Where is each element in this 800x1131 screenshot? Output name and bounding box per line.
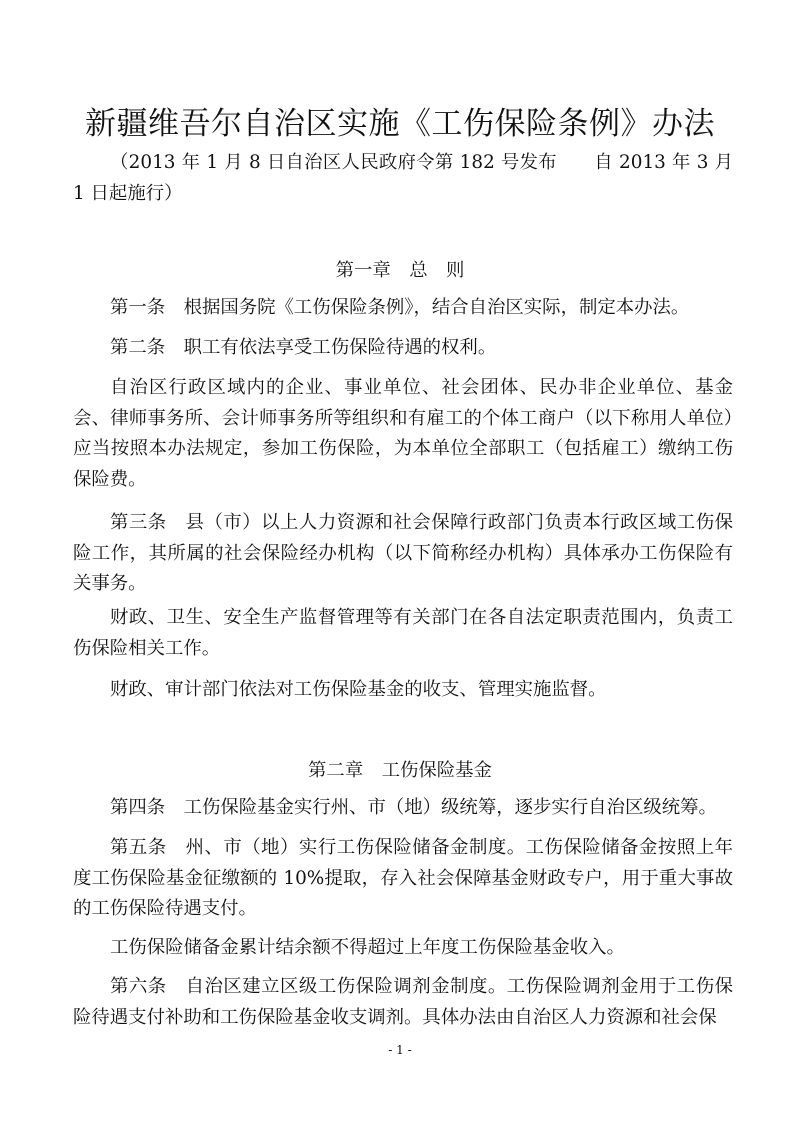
article-6: 第六条 自治区建立区级工伤保险调剂金制度。工伤保险调剂金用于工伤保险待遇支付补助和工伤保险基金收支调剂。具体办法由自治区人力资源和社会保 [73, 976, 733, 1028]
article-3: 第三条 县（市）以上人力资源和社会保障行政部门负责本行政区域工伤保险工作，其所属的社会保险经办机构（以下简称经办机构）具体承办工伤保险有关事务。 [73, 512, 733, 594]
article-1: 第一条 根据国务院《工伤保险条例》，结合自治区实际，制定本办法。 [110, 297, 690, 318]
chapter-2-heading: 第二章 工伤保险基金 [308, 760, 492, 781]
article-2: 第二条 职工有依法享受工伤保险待遇的权利。 [110, 337, 497, 358]
document-title: 新疆维吾尔自治区实施《工伤保险条例》办法 [85, 106, 715, 142]
article-2-paragraph-2: 自治区行政区域内的企业、事业单位、社会团体、民办非企业单位、基金会、律师事务所、会计师事务所等组织和有雇工的个体工商户（以下称用人单位）应当按照本办法规定，参加工伤保险，为本单位全部职工（包括雇工）缴纳工伤保险费。 [73, 377, 733, 490]
article-3-paragraph-2: 财政、卫生、安全生产监督管理等有关部门在各自法定职责范围内，负责工伤保险相关工作。 [73, 607, 733, 659]
article-5: 第五条 州、市（地）实行工伤保险储备金制度。工伤保险储备金按照上年度工伤保险基金征缴额的 10%提取，存入社会保障基金财政专户，用于重大事故的工伤保险待遇支付。 [73, 837, 733, 919]
article-4: 第四条 工伤保险基金实行州、市（地）级统筹，逐步实行自治区级统筹。 [110, 797, 717, 818]
article-3-paragraph-3: 财政、审计部门依法对工伤保险基金的收支、管理实施监督。 [110, 679, 607, 700]
document-subtitle: （2013 年 1 月 8 日自治区人民政府令第 182 号发布 自 2013 年 3 月 1 日起施行） [73, 152, 733, 204]
chapter-1-heading: 第一章 总 则 [335, 260, 465, 281]
page-number: - 1 - [388, 1043, 412, 1057]
article-5-paragraph-2: 工伤保险储备金累计结余额不得超过上年度工伤保险基金收入。 [110, 937, 625, 958]
